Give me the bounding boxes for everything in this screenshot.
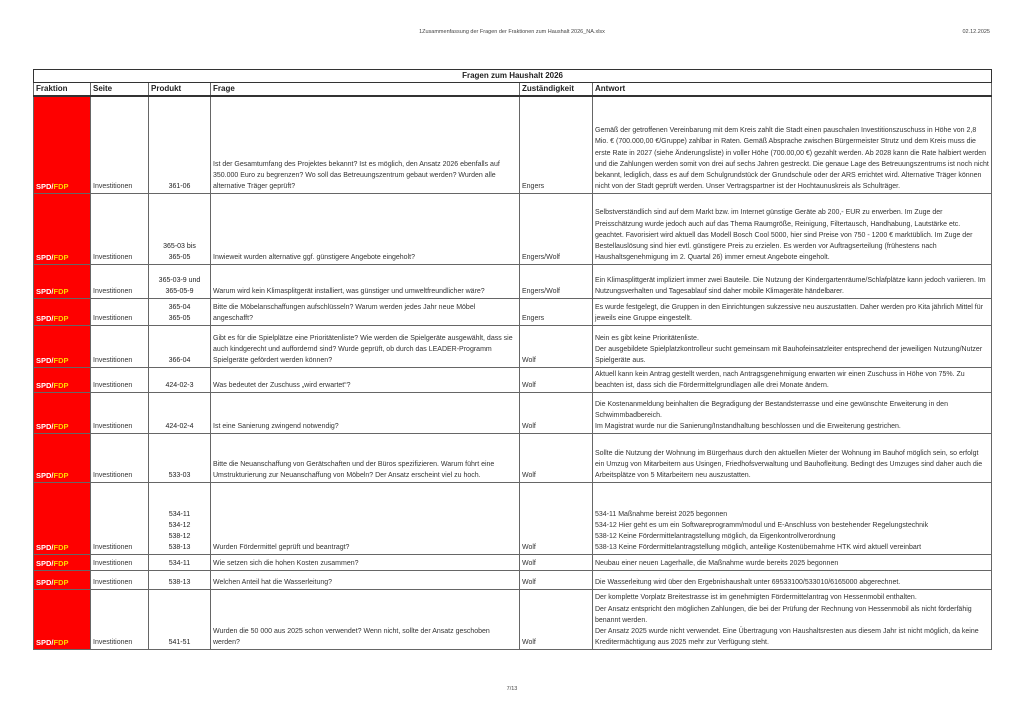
table-row <box>34 392 992 433</box>
cell-fraktion <box>34 570 91 589</box>
cell-produkt: 534-11 534-12 538-12 538-13 <box>149 482 211 554</box>
cell-seite: Investitionen <box>91 570 149 589</box>
party-fdp: FDP <box>53 182 69 192</box>
cell-zustaendigkeit: Wolf <box>520 392 593 433</box>
cell-produkt: 541-51 <box>149 589 211 649</box>
cell-fraktion <box>34 325 91 367</box>
cell-produkt: 361-06 <box>149 96 211 193</box>
party-fdp: FDP <box>53 638 69 648</box>
party-fdp: FDP <box>53 314 69 324</box>
cell-fraktion <box>34 367 91 392</box>
cell-produkt: 365-04 365-05 <box>149 298 211 325</box>
cell-produkt: 424-02-4 <box>149 392 211 433</box>
party-fdp: FDP <box>53 356 69 366</box>
cell-frage: Inwieweit wurden alternative ggf. günstigere Angebote eingeholt? <box>211 193 520 264</box>
cell-fraktion <box>34 392 91 433</box>
party-spd: SPD <box>36 287 52 297</box>
cell-fraktion <box>34 96 91 193</box>
party-fdp: FDP <box>53 559 69 569</box>
cell-seite: Investitionen <box>91 264 149 298</box>
cell-antwort: Nein es gibt keine Prioritätenliste. Der ausgebildete Spielplatzkontrolleur sucht gemeinsam mit Bauhofeinsatzleiter entsprechend der jeweiligen Nutzung/Nutzer Spielgeräte aus. <box>593 325 992 367</box>
cell-seite: Investitionen <box>91 392 149 433</box>
cell-zustaendigkeit: Engers/Wolf <box>520 193 593 264</box>
cell-antwort: Aktuell kann kein Antrag gestellt werden, nach Antragsgenehmigung erwarten wir einen Zuschuss in Höhe von 75%. Zu beachten ist, dass sich die Fördermittelgrundlagen alle drei Monate ändern. <box>593 367 992 392</box>
column-header-produkt: Produkt <box>149 83 211 97</box>
cell-produkt: 533-03 <box>149 433 211 482</box>
party-spd: SPD <box>36 422 52 432</box>
table-row <box>34 264 992 298</box>
party-fdp: FDP <box>53 543 69 553</box>
cell-frage: Ist der Gesamtumfang des Projektes bekannt? Ist es möglich, den Ansatz 2026 ebenfalls auf 350.000 Euro zu begrenzen? Wo soll das Betreuungszentrum gebaut werden? Wurden alle alternative Träger geprüft? <box>211 96 520 193</box>
cell-antwort: Sollte die Nutzung der Wohnung im Bürgerhaus durch den aktuellen Mieter der Wohnung im Bauhof möglich sein, so erfolgt ein Umzug von Mitarbeitern aus Usingen, Friedhofsverwaltung und Bauhofleitung. Bedingt des Umzuges sind daher auch die Arbeitsplätze von 5 Mitarbeitern neu auszustatten. <box>593 433 992 482</box>
cell-frage: Wurden Fördermittel geprüft und beantragt? <box>211 482 520 554</box>
cell-fraktion <box>34 193 91 264</box>
party-fdp: FDP <box>53 381 69 391</box>
cell-produkt: 534-11 <box>149 554 211 570</box>
column-header-antwort: Antwort <box>593 83 992 97</box>
party-separator: / <box>51 559 54 569</box>
cell-fraktion <box>34 554 91 570</box>
cell-produkt: 366-04 <box>149 325 211 367</box>
cell-frage: Bitte die Neuanschaffung von Gerätschaften und der Büros spezifizieren. Warum führt eine Umstrukturierung zur Neuanschaffung von Möbeln? Der Ansatz erscheint viel zu hoch. <box>211 433 520 482</box>
cell-frage: Wie setzen sich die hohen Kosten zusammen? <box>211 554 520 570</box>
cell-zustaendigkeit: Wolf <box>520 570 593 589</box>
party-separator: / <box>51 356 54 366</box>
cell-frage: Wurden die 50 000 aus 2025 schon verwendet? Wenn nicht, sollte der Ansatz geschoben werden? <box>211 589 520 649</box>
cell-frage: Bitte die Möbelanschaffungen aufschlüsseln? Warum werden jedes Jahr neue Möbel angeschafft? <box>211 298 520 325</box>
party-separator: / <box>51 422 54 432</box>
column-header-zustaendigkeit: Zuständigkeit <box>520 83 593 97</box>
cell-zustaendigkeit: Wolf <box>520 433 593 482</box>
column-header-frage: Frage <box>211 83 520 97</box>
table-row <box>34 589 992 649</box>
document-date: 02.12.2025 <box>962 29 990 35</box>
table-row <box>34 193 992 264</box>
cell-produkt: 538-13 <box>149 570 211 589</box>
party-spd: SPD <box>36 578 52 588</box>
cell-zustaendigkeit: Engers <box>520 298 593 325</box>
cell-zustaendigkeit: Wolf <box>520 482 593 554</box>
table-title: Fragen zum Haushalt 2026 <box>34 70 992 83</box>
party-separator: / <box>51 471 54 481</box>
table-row <box>34 482 992 554</box>
party-spd: SPD <box>36 381 52 391</box>
party-separator: / <box>51 543 54 553</box>
cell-fraktion <box>34 482 91 554</box>
cell-frage: Welchen Anteil hat die Wasserleitung? <box>211 570 520 589</box>
cell-antwort: Es wurde festgelegt, die Gruppen in den Einrichtungen sukzessive neu auszustatten. Daher werden pro Kita jährlich Mittel für jeweils eine Gruppe eingestellt. <box>593 298 992 325</box>
party-fdp: FDP <box>53 422 69 432</box>
table-row <box>34 298 992 325</box>
table-row <box>34 325 992 367</box>
cell-seite: Investitionen <box>91 589 149 649</box>
table-row <box>34 554 992 570</box>
party-spd: SPD <box>36 182 52 192</box>
cell-zustaendigkeit: Engers <box>520 96 593 193</box>
party-fdp: FDP <box>53 471 69 481</box>
table-row <box>34 433 992 482</box>
party-fdp: FDP <box>53 253 69 263</box>
cell-produkt: 365-03 bis 365-05 <box>149 193 211 264</box>
table-row <box>34 96 992 193</box>
cell-frage: Gibt es für die Spielplätze eine Prioritätenliste? Wie werden die Spielgeräte ausgewählt, dass sie auch kindgerecht und auffordernd sind? Wurde geprüft, ob durch das LEADER-Programm Spielgeräte gefördert werden können? <box>211 325 520 367</box>
cell-seite: Investitionen <box>91 367 149 392</box>
table-row <box>34 570 992 589</box>
party-separator: / <box>51 381 54 391</box>
cell-antwort: Gemäß der getroffenen Vereinbarung mit dem Kreis zahlt die Stadt einen pauschalen Investitionszuschuss in Höhe von 2,8 Mio. € (700.000,00 €/Gruppe) zahlbar in Raten. Gemäß Absprache zwischen Bürgermeister Strutz und dem Kreis muss die erste Rate in 2027 (siehe Änderungsliste) in voller Höhe (700.00,00 €) gezahlt werden. Ab 2028 kann die Rate halbiert werden und die Zahlungen werden somit von drei auf sechs Jahren gestreckt. Die genaue Lage des Betreuungszentrums ist noch nicht bekannt, lediglich, dass es auf dem Schulgrundstück der Grundschule oder der ARS errichtet wird. Alternative Träger können nicht von der Stadt geprüft werden. Unser Vertragspartner ist der Hochtaunuskreis als Schulträger. <box>593 96 992 193</box>
party-separator: / <box>51 253 54 263</box>
party-spd: SPD <box>36 356 52 366</box>
cell-frage: Was bedeutet der Zuschuss „wird erwartet“? <box>211 367 520 392</box>
cell-antwort: 534-11 Maßnahme bereist 2025 begonnen 534-12 Hier geht es um ein Softwareprogramm/modul und E-Anschluss von bestehender Regelungstechnik 538-12 Keine Fördermittelantragstellung möglich, da Eigenkontrollverordnung 538-13 Keine Fördermittelantragstellung möglich, anteilige Kostenübernahme HTK wird aktuell vereinbart <box>593 482 992 554</box>
cell-antwort: Der komplette Vorplatz Breitestrasse ist im genehmigten Fördermittelantrag von Hessenmobil enthalten. Der Ansatz entspricht den möglichen Zahlungen, die bei der Prüfung der Rechnung von Hessenmobil als nicht förderfähig benannt werden. Der Ansatz 2025 wurde nicht verwendet. Eine Übertragung von Haushaltsresten aus diesem Jahr ist nicht möglich, da keine Kreditermächtigung aus 2025 mehr zur Verfügung steht. <box>593 589 992 649</box>
cell-antwort: Die Kostenanmeldung beinhalten die Begradigung der Bestandsterrasse und eine gewünschte Erweiterung in den Schwimmbadbereich. Im Magistrat wurde nur die Sanierung/Instandhaltung beschlossen und die Erweiterung gestrichen. <box>593 392 992 433</box>
cell-zustaendigkeit: Wolf <box>520 367 593 392</box>
party-spd: SPD <box>36 638 52 648</box>
cell-zustaendigkeit: Engers/Wolf <box>520 264 593 298</box>
column-header-seite: Seite <box>91 83 149 97</box>
cell-frage: Ist eine Sanierung zwingend notwendig? <box>211 392 520 433</box>
party-separator: / <box>51 314 54 324</box>
party-separator: / <box>51 578 54 588</box>
cell-antwort: Ein Klimasplittgerät impliziert immer zwei Bauteile. Die Nutzung der Kindergartenräume/Schlafplätze kann jedoch variieren. Im Nutzungsverhalten und Tagesablauf sind daher mobile Klimageräte händelbarer. <box>593 264 992 298</box>
cell-seite: Investitionen <box>91 554 149 570</box>
cell-zustaendigkeit: Wolf <box>520 325 593 367</box>
cell-antwort: Selbstverständlich sind auf dem Markt bzw. im Internet günstige Geräte ab 200,- EUR zu erwerben. Im Zuge der Preisschätzung wurde jedoch auch auf das Thema Raumgröße, Reinigung, Filtertausch, Handhabung, Lautstärke etc. geachtet. Favorisiert wird aktuell das Modell Bosch Cool 5000, hier sind Preise von 750 - 1200 € marktüblich. Im Zuge der Bestellauslösung sind hier evtl. günstigere Preis zu erzielen. Es werden vor Auftragserteilung (frühestens nach Haushaltsgenehmigung im 2. Quartal 26) immer erneut Angebote eingeholt. <box>593 193 992 264</box>
party-fdp: FDP <box>53 287 69 297</box>
cell-seite: Investitionen <box>91 482 149 554</box>
cell-seite: Investitionen <box>91 433 149 482</box>
cell-zustaendigkeit: Wolf <box>520 554 593 570</box>
cell-frage: Warum wird kein Klimasplitgerät installiert, was günstiger und umweltfreundlicher wäre? <box>211 264 520 298</box>
party-fdp: FDP <box>53 578 69 588</box>
party-spd: SPD <box>36 471 52 481</box>
questions-table <box>33 69 992 650</box>
party-separator: / <box>51 638 54 648</box>
cell-antwort: Neubau einer neuen Lagerhalle, die Maßnahme wurde bereits 2025 begonnen <box>593 554 992 570</box>
page-number: 7/13 <box>506 686 518 692</box>
cell-seite: Investitionen <box>91 325 149 367</box>
table-header-row <box>34 83 992 97</box>
cell-fraktion <box>34 264 91 298</box>
document-filename: 1Zusammenfassung der Fragen der Fraktionen zum Haushalt 2026_NA.xlsx <box>419 29 605 35</box>
cell-seite: Investitionen <box>91 298 149 325</box>
party-separator: / <box>51 182 54 192</box>
cell-seite: Investitionen <box>91 193 149 264</box>
cell-zustaendigkeit: Wolf <box>520 589 593 649</box>
cell-fraktion <box>34 298 91 325</box>
cell-produkt: 365-03-9 und 365-05-9 <box>149 264 211 298</box>
cell-fraktion <box>34 433 91 482</box>
party-spd: SPD <box>36 559 52 569</box>
cell-fraktion <box>34 589 91 649</box>
cell-seite: Investitionen <box>91 96 149 193</box>
table-row <box>34 367 992 392</box>
party-spd: SPD <box>36 314 52 324</box>
party-spd: SPD <box>36 253 52 263</box>
column-header-fraktion: Fraktion <box>34 83 91 97</box>
table-title-row <box>34 70 992 83</box>
party-separator: / <box>51 287 54 297</box>
cell-produkt: 424-02-3 <box>149 367 211 392</box>
cell-antwort: Die Wasserleitung wird über den Ergebnishaushalt unter 69533100/533010/6165000 abgerechnet. <box>593 570 992 589</box>
party-spd: SPD <box>36 543 52 553</box>
